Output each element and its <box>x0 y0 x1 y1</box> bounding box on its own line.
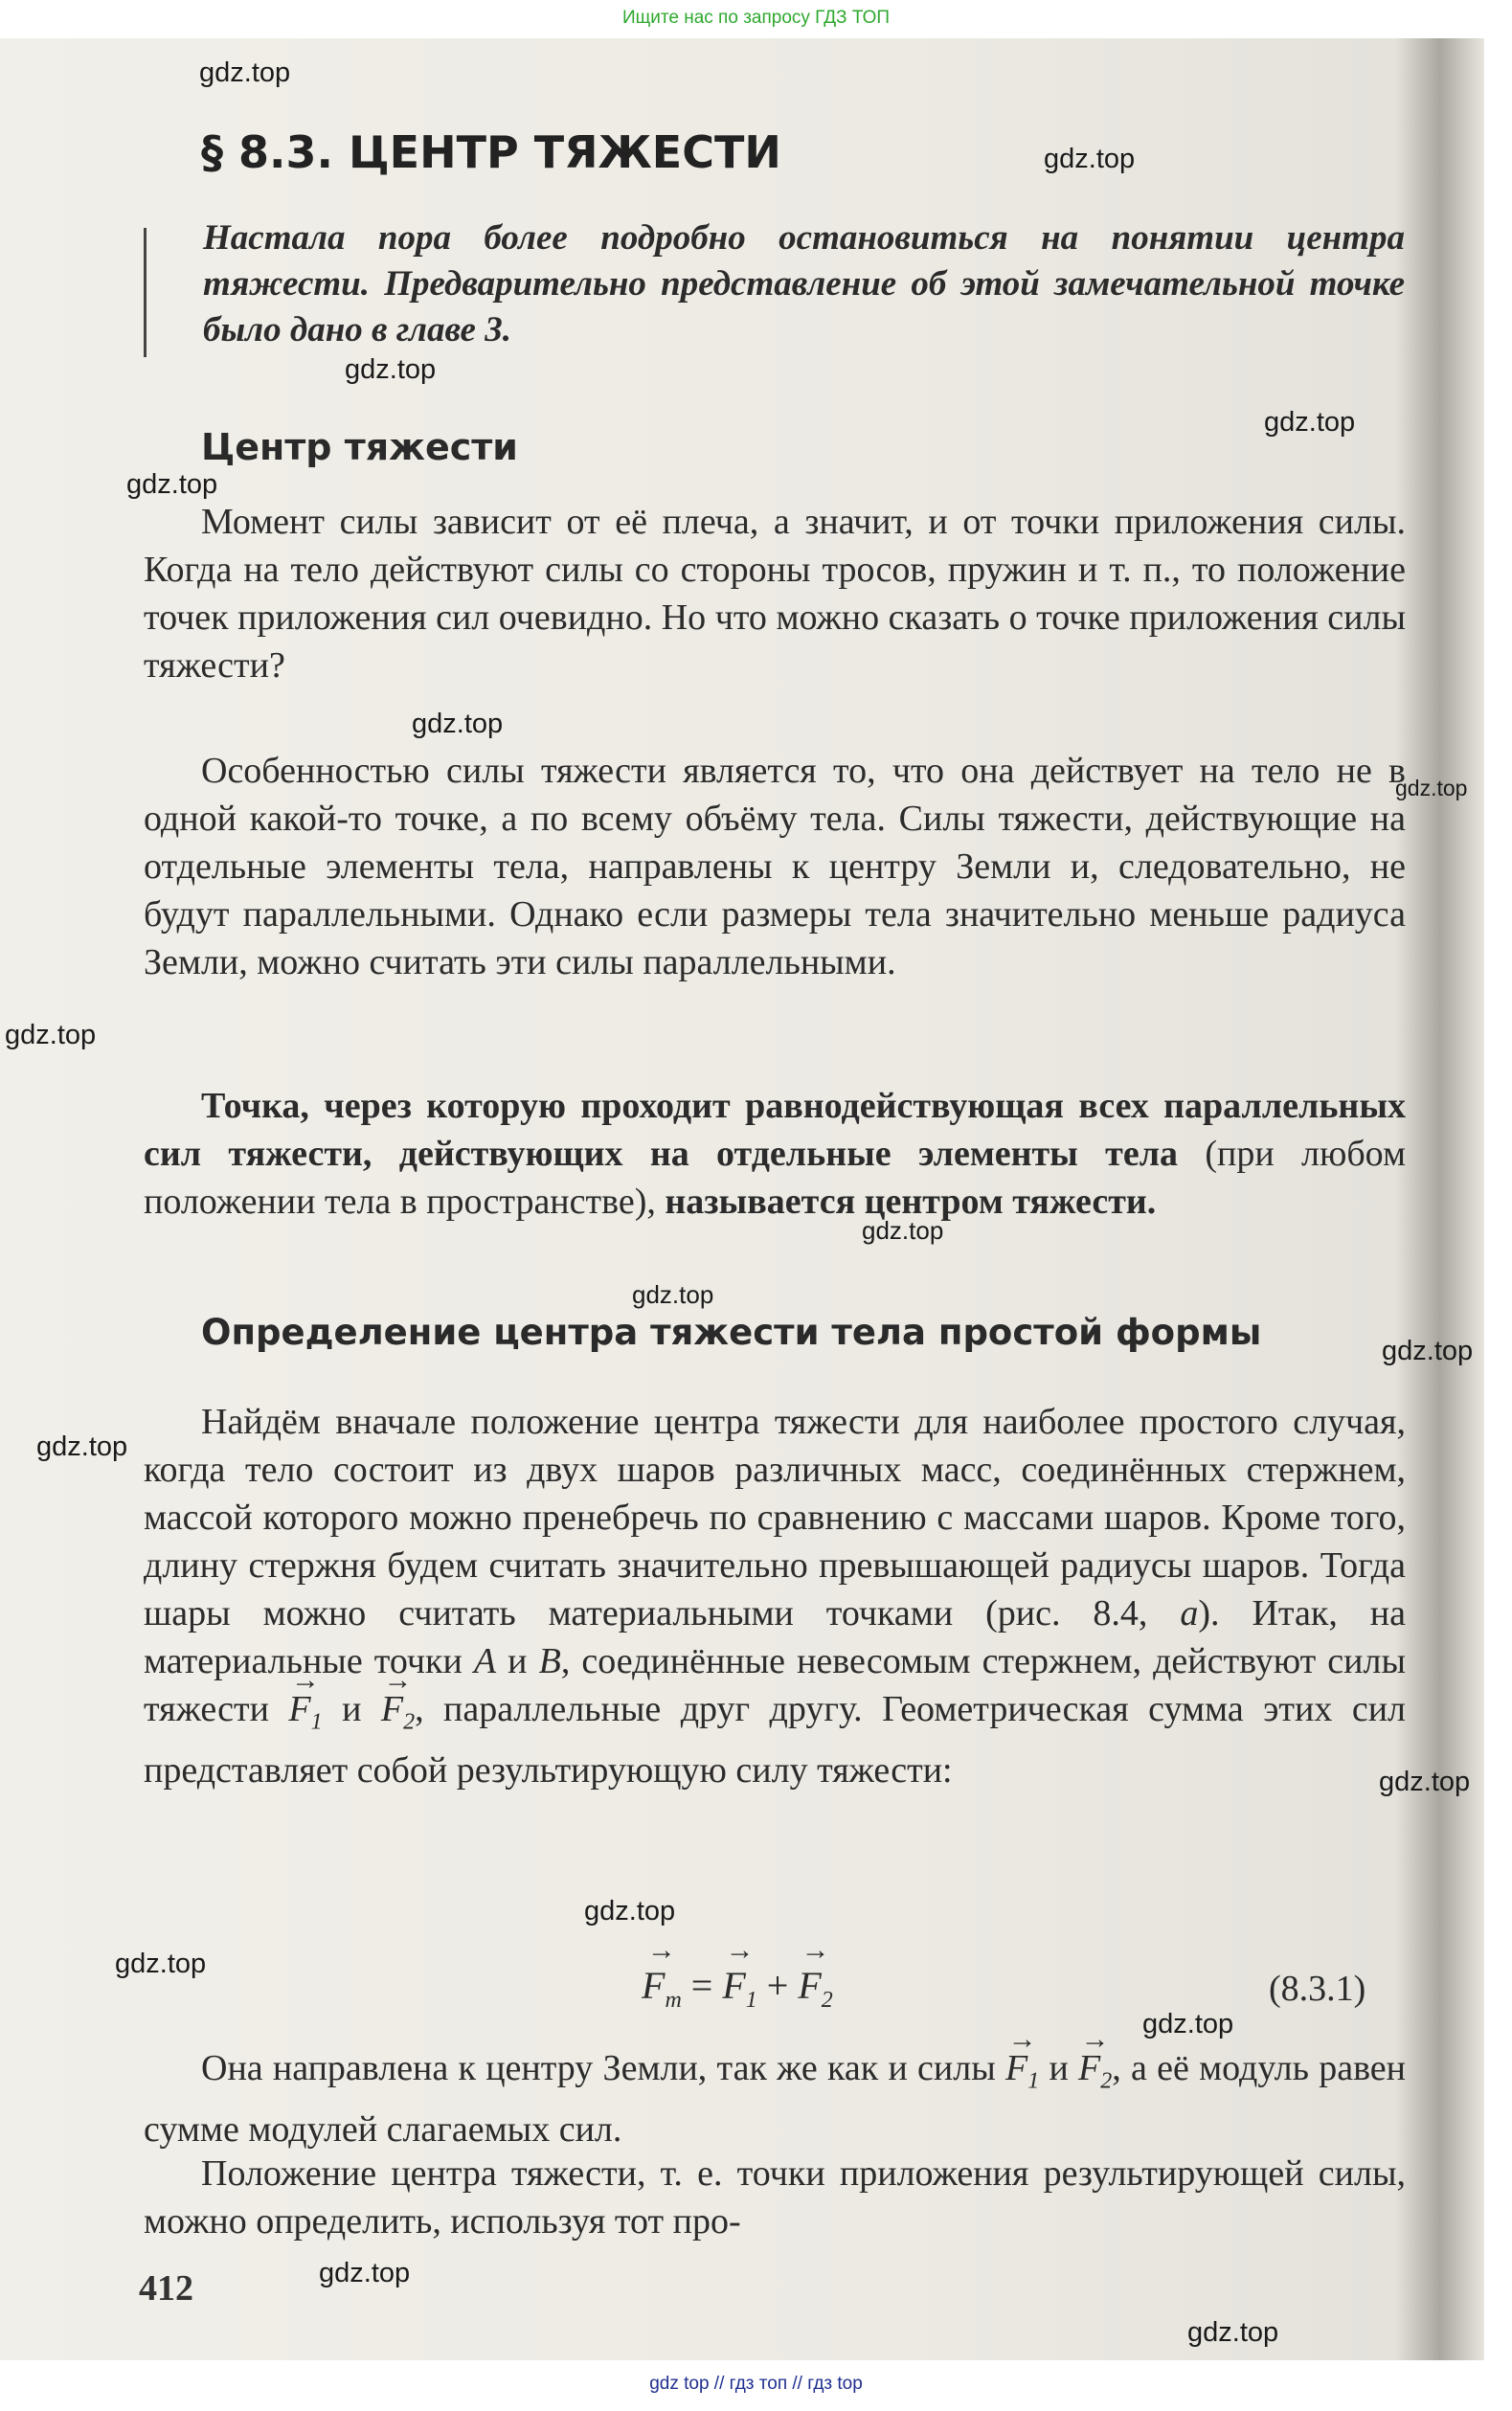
definition-part-2: (при любом положении тела в пространстве), <box>144 1134 1407 1222</box>
page-number: 412 <box>139 2268 193 2309</box>
paragraph-2-text: Особенностью силы тяжести является то, что она действует на тело не в одной какой-то точке, а по всему объёму тела. Силы тяжести, действующие на отдельные элементы тела, направлены к центру Земли и, следовательно, не будут параллельными. Однако если размеры тела значительно меньше радиуса Земли, можно считать эти силы параллельными. <box>144 751 1406 982</box>
watermark: gdz.top <box>1379 1767 1471 1797</box>
paragraph-direction <box>144 2044 1406 2153</box>
paragraph-3-text-c: , соединённые невесомым стержнем, действуют силы тяжести <box>144 1641 1406 1729</box>
paragraph-3-text-a: Найдём вначале положение центра тяжести для наиболее простого случая, когда тело состоит из двух шаров различных масс, соединённых стержнем, массой которого можно пренебречь по сравнению с массами шаров. Кроме того, длину стержня будем считать значительно превышающей радиусы шаров. Тогда шары можно считать материальными точками (рис. 8.4, <box>144 1402 1406 1634</box>
vector-f1: → $F_1$ <box>1005 2044 1039 2106</box>
textbook-page <box>0 38 1484 2360</box>
paragraph-position <box>144 2150 1406 2245</box>
top-banner[interactable]: Ищите нас по запросу ГДЗ ТОП <box>621 8 891 28</box>
point-b-label: B <box>538 1641 561 1681</box>
formula-number: (8.3.1) <box>1269 1969 1366 2009</box>
intro-side-bar <box>144 228 147 357</box>
subheading-center-of-gravity: Центр тяжести <box>201 426 518 468</box>
definition-part-3: называется центром тяжести. <box>665 1182 1157 1222</box>
vector-f2: → $F_2$ <box>798 1963 832 2014</box>
vector-f2: → $F_2$ <box>381 1685 415 1746</box>
paragraph-moment-of-force <box>144 498 1406 689</box>
bottom-banner[interactable]: gdz top // гдз топ // гдз top <box>649 2374 863 2394</box>
paragraph-3-text-b: ). Итак, на материальные точки <box>144 1593 1406 1681</box>
watermark: gdz.top <box>319 2258 411 2288</box>
formula-resultant-gravity <box>642 1963 833 2014</box>
paragraph-1-text: Момент силы зависит от её плеча, а значит, и от точки приложения силы. Когда на тело действуют силы со стороны тросов, пружин и т. п., то положение точек приложения сил очевидно. Но что можно сказать о точке приложения силы тяжести? <box>144 502 1406 686</box>
watermark: gdz.top <box>5 1020 97 1050</box>
point-a-label: A <box>473 1641 497 1681</box>
paragraph-5-text: Положение центра тяжести, т. е. точки приложения результирующей силы, можно определить, используя тот про- <box>144 2153 1406 2242</box>
section-intro: Настала пора более подробно остановиться на понятии центра тяжести. Предварительно представление об этой замечательной точке было дано в главе 3. <box>203 218 1405 349</box>
vector-ft: → $F_т$ <box>642 1963 682 2014</box>
watermark: gdz.top <box>199 57 291 88</box>
figure-letter: а <box>1180 1593 1199 1634</box>
watermark: gdz.top <box>412 709 504 739</box>
paragraph-two-balls <box>144 1398 1406 1794</box>
plus-sign: + <box>756 1964 799 2007</box>
watermark: gdz.top <box>1382 1336 1474 1366</box>
and-word: и <box>322 1689 381 1729</box>
watermark: gdz.top <box>862 1216 944 1245</box>
watermark: gdz.top <box>1044 144 1136 174</box>
watermark: gdz.top <box>1142 2009 1234 2039</box>
paragraph-4-text-a: Она направлена к центру Земли, так же как и силы <box>201 2048 1005 2088</box>
paragraph-gravity-feature <box>144 747 1406 986</box>
watermark: gdz.top <box>1264 407 1356 438</box>
watermark: gdz.top <box>126 469 218 500</box>
paragraph-3-text-d: , параллельные друг другу. Геометрическая сумма этих сил представляет собой результирующую силу тяжести: <box>144 1689 1406 1791</box>
watermark: gdz.top <box>36 1431 128 1462</box>
watermark: gdz.top <box>632 1280 714 1309</box>
watermark: gdz.top <box>1187 2317 1279 2348</box>
watermark: gdz.top <box>1395 776 1468 800</box>
watermark: gdz.top <box>345 354 437 385</box>
section-title: § 8.3. ЦЕНТР ТЯЖЕСТИ <box>201 126 781 178</box>
definition-part-1: Точка, через которую проходит равнодействующая всех параллельных сил тяжести, действующих на отдельные элементы тела <box>144 1086 1406 1174</box>
vector-f1: → $F_1$ <box>722 1963 756 2014</box>
paragraph-4-text-b: , а её модуль равен сумме модулей слагаемых сил. <box>144 2048 1406 2150</box>
subheading-simple-shape: Определение центра тяжести тела простой формы <box>201 1312 1262 1353</box>
vector-f1: → $F_1$ <box>288 1685 322 1746</box>
and-word: и <box>496 1641 539 1681</box>
definition-center-of-gravity <box>144 1082 1406 1226</box>
and-word: и <box>1039 2048 1079 2088</box>
watermark: gdz.top <box>115 1949 207 1979</box>
equals-sign: = <box>681 1964 723 2007</box>
vector-f2: → $F_2$ <box>1078 2044 1112 2106</box>
watermark: gdz.top <box>584 1896 676 1927</box>
